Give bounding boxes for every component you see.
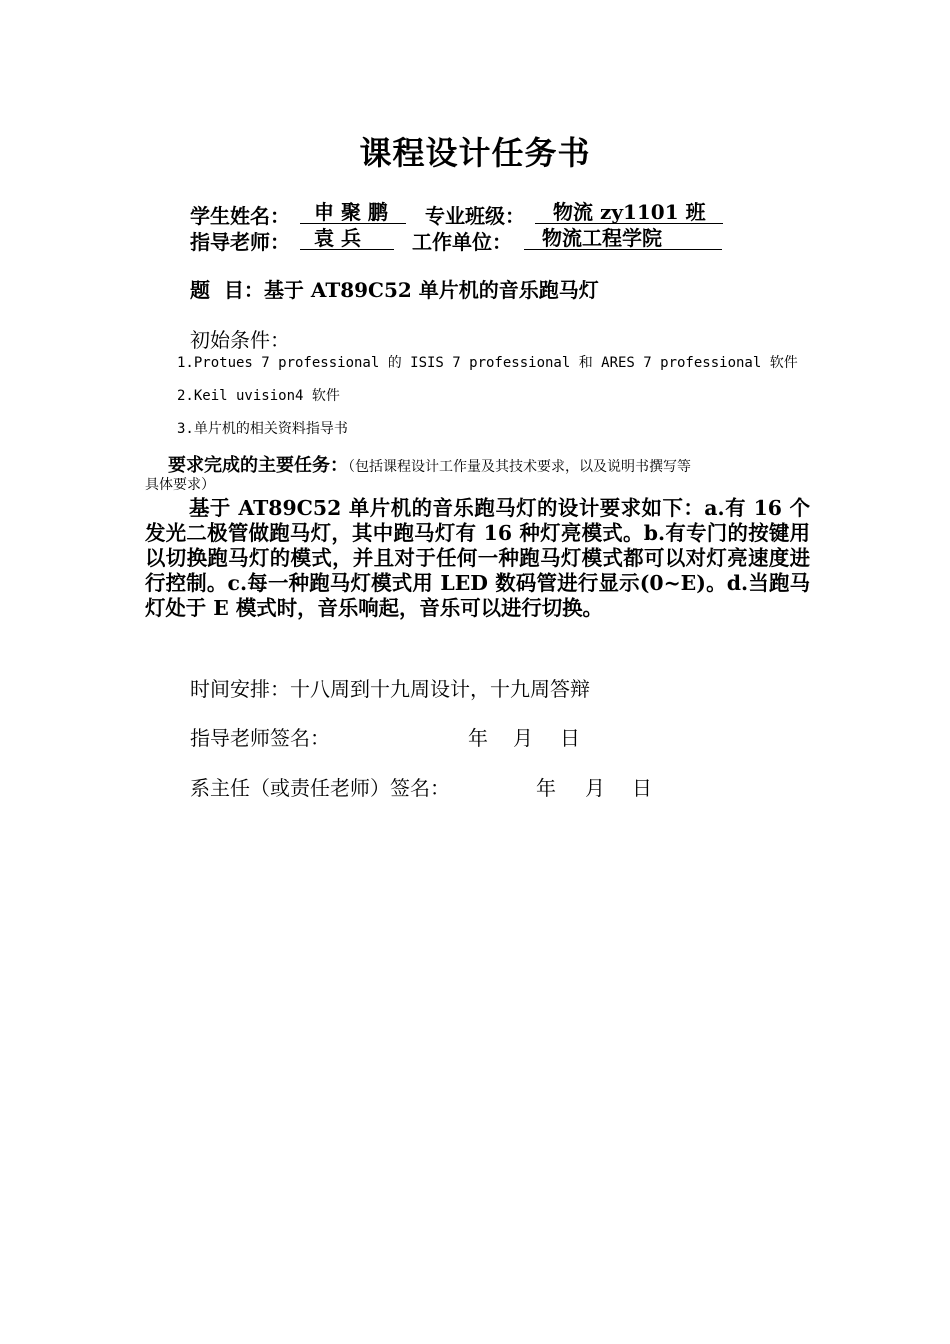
subject-line [190,274,599,303]
teacher-label: 指导老师： [190,230,290,254]
schedule-line: 时间安排：十八周到十九周设计，十九周答辩 [190,677,590,701]
major-class-value: 物流 zy1101 班 [535,201,723,224]
director-signature-year: 年 [536,776,556,800]
document-title: 课程设计任务书 [359,134,591,172]
teacher-value: 袁 兵 [300,227,394,250]
work-unit-value-wrap [524,226,722,250]
director-signature-day: 日 [632,776,652,800]
condition-item-2: 2.Keil uvision4 软件 [177,388,340,404]
condition-item-3: 3.单片机的相关资料指导书 [177,421,348,437]
teacher-signature-label: 指导老师签名： [190,726,330,750]
major-class-value-wrap [535,200,723,224]
student-name-label: 学生姓名： [190,204,290,228]
requirements-heading [168,451,691,477]
teacher-signature-year: 年 [468,726,488,750]
requirements-note-2: 具体要求） [145,477,215,493]
work-unit-value: 物流工程学院 [524,227,722,250]
subject-label: 题 目： [190,278,264,302]
director-signature-label: 系主任（或责任老师）签名： [190,776,450,800]
teacher-value-wrap [300,226,394,250]
student-name-value-wrap [300,200,406,224]
requirements-body: 基于 AT89C52 单片机的音乐跑马灯的设计要求如下：a.有 16 个发光二极管做跑马灯，其中跑马灯有 16 种灯亮模式。b.有专门的按键用以切换跑马灯的模式，并且对于任何一种跑马灯模式都可以对灯亮速度进行控制。c.每一种跑马灯模式用 LED 数码管进行显示(0~E)。d.当跑马灯处于 E 模式时，音乐响起，音乐可以进行切换。 [145,496,810,620]
student-name-value: 申 聚 鹏 [300,201,406,224]
work-unit-label: 工作单位： [412,230,512,254]
condition-item-1: 1.Protues 7 professional 的 ISIS 7 professional 和 ARES 7 professional 软件 [177,355,798,371]
requirements-label: 要求完成的主要任务： [168,455,348,476]
requirements-note-1: （包括课程设计工作量及其技术要求，以及说明书撰写等 [348,459,691,475]
director-signature-month: 月 [585,776,605,800]
major-class-label: 专业班级： [425,204,525,228]
conditions-label: 初始条件： [190,328,290,352]
teacher-signature-day: 日 [560,726,580,750]
teacher-signature-month: 月 [513,726,533,750]
subject-value: 基于 AT89C52 单片机的音乐跑马灯 [263,278,599,302]
